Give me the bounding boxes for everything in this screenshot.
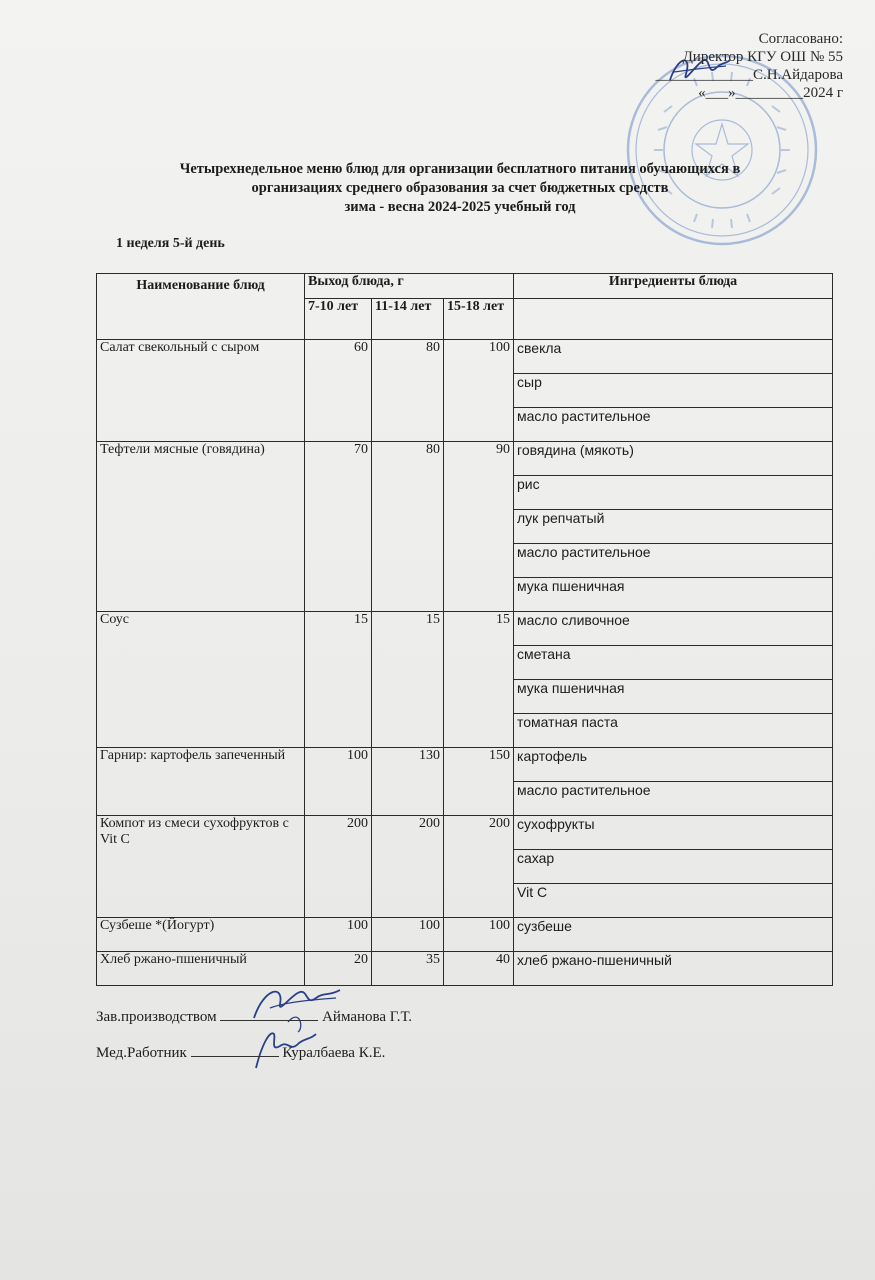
ingredient: лук репчатый	[514, 510, 833, 544]
header-output: Выход блюда, г	[305, 274, 514, 299]
ingredient: свекла	[514, 340, 833, 374]
week-day-label: 1 неделя 5-й день	[116, 236, 225, 251]
approval-block	[655, 30, 843, 102]
header-age-7-10: 7-10 лет	[305, 299, 372, 340]
ingredient: масло растительное	[514, 544, 833, 578]
portion-11-14: 200	[372, 816, 444, 918]
menu-table	[96, 273, 833, 986]
header-ingredients-blank	[514, 299, 833, 340]
dish-name: Сузбеше *(Йогурт)	[97, 918, 305, 952]
ingredient: сузбеше	[514, 918, 833, 952]
portion-7-10: 100	[305, 918, 372, 952]
dish-name: Салат свекольный с сыром	[97, 340, 305, 442]
table-row	[97, 952, 833, 986]
portion-15-18: 100	[444, 918, 514, 952]
portion-7-10: 70	[305, 442, 372, 612]
portion-7-10: 15	[305, 612, 372, 748]
portion-11-14: 80	[372, 340, 444, 442]
footer-label-1: Зав.производством	[96, 1009, 217, 1025]
footer-medical-worker	[96, 1044, 385, 1062]
ingredient: говядина (мякоть)	[514, 442, 833, 476]
menu-table-body	[97, 340, 833, 986]
header-age-11-14: 11-14 лет	[372, 299, 444, 340]
approval-director: Директор КГУ ОШ № 55	[682, 49, 843, 65]
document-title	[90, 160, 830, 217]
table-row	[97, 340, 833, 374]
ingredient: масло растительное	[514, 408, 833, 442]
portion-15-18: 100	[444, 340, 514, 442]
portion-11-14: 35	[372, 952, 444, 986]
header-dish-name: Наименование блюд	[97, 274, 305, 340]
title-line-2: организациях среднего образования за счет бюджетных средств	[251, 180, 669, 196]
ingredient: сыр	[514, 374, 833, 408]
dish-name: Хлеб ржано-пшеничный	[97, 952, 305, 986]
portion-7-10: 20	[305, 952, 372, 986]
title-line-1: Четырехнедельное меню блюд для организации бесплатного питания обучающихся в	[179, 161, 741, 177]
dish-name: Соус	[97, 612, 305, 748]
portion-15-18: 90	[444, 442, 514, 612]
title-line-3: зима - весна 2024-2025 учебный год	[344, 199, 576, 215]
table-row	[97, 748, 833, 782]
table-row	[97, 816, 833, 850]
ingredient: сухофрукты	[514, 816, 833, 850]
table-row	[97, 612, 833, 646]
portion-7-10: 60	[305, 340, 372, 442]
header-ingredients: Ингредиенты блюда	[514, 274, 833, 299]
portion-15-18: 150	[444, 748, 514, 816]
portion-11-14: 80	[372, 442, 444, 612]
signature-line-1	[220, 1008, 318, 1021]
portion-11-14: 130	[372, 748, 444, 816]
header-age-15-18: 15-18 лет	[444, 299, 514, 340]
portion-7-10: 100	[305, 748, 372, 816]
approval-date-line: «___»_________2024 г	[698, 85, 843, 101]
ingredient: мука пшеничная	[514, 680, 833, 714]
dish-name: Компот из смеси сухофруктов с Vit C	[97, 816, 305, 918]
portion-15-18: 15	[444, 612, 514, 748]
ingredient: сахар	[514, 850, 833, 884]
ingredient: масло растительное	[514, 782, 833, 816]
ingredient: Vit C	[514, 884, 833, 918]
dish-name: Гарнир: картофель запеченный	[97, 748, 305, 816]
approval-heading: Согласовано:	[758, 31, 843, 47]
table-row	[97, 918, 833, 952]
ingredient: мука пшеничная	[514, 578, 833, 612]
footer-name-2: Куралбаева К.Е.	[282, 1045, 386, 1061]
portion-11-14: 15	[372, 612, 444, 748]
ingredient: томатная паста	[514, 714, 833, 748]
ingredient: хлеб ржано-пшеничный	[514, 952, 833, 986]
ingredient: сметана	[514, 646, 833, 680]
approval-name-line: _____________С.Н.Айдарова	[655, 67, 843, 83]
footer-production-manager	[96, 1008, 412, 1026]
signature-line-2	[191, 1044, 279, 1057]
portion-15-18: 200	[444, 816, 514, 918]
footer-label-2: Мед.Работник	[96, 1045, 187, 1061]
ingredient: рис	[514, 476, 833, 510]
ingredient: масло сливочное	[514, 612, 833, 646]
portion-7-10: 200	[305, 816, 372, 918]
footer-name-1: Айманова Г.Т.	[322, 1009, 412, 1025]
table-row	[97, 442, 833, 476]
dish-name: Тефтели мясные (говядина)	[97, 442, 305, 612]
portion-15-18: 40	[444, 952, 514, 986]
portion-11-14: 100	[372, 918, 444, 952]
ingredient: картофель	[514, 748, 833, 782]
